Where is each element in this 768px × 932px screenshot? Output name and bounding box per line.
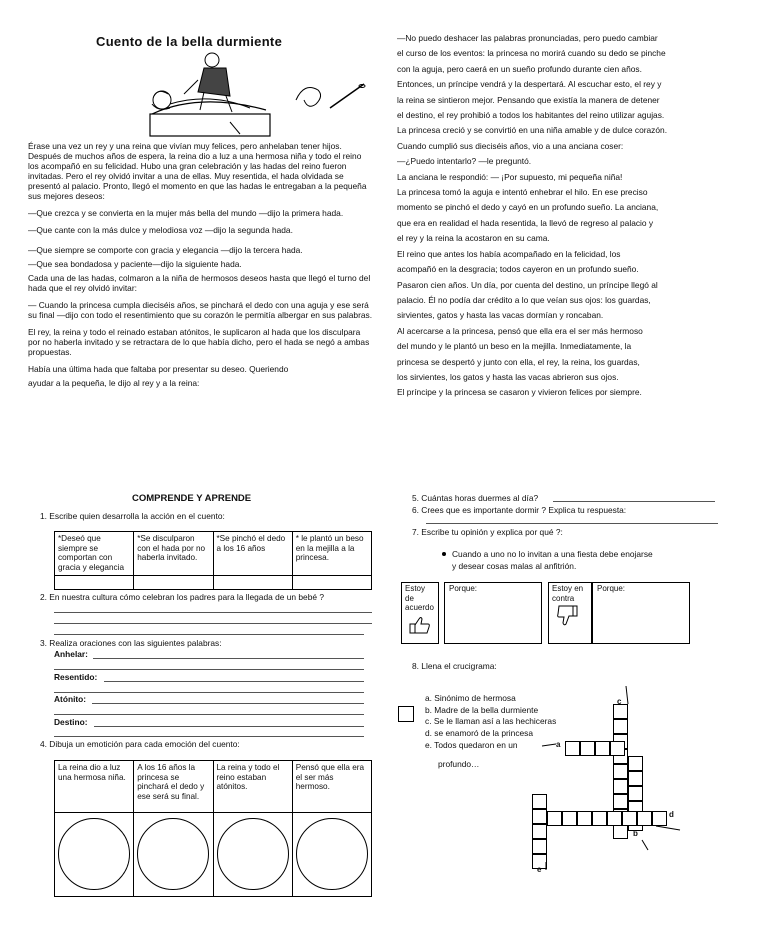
bullet-icon	[442, 552, 446, 556]
answer-line[interactable]	[92, 703, 364, 704]
draw-cell[interactable]	[213, 813, 292, 897]
word-destino: Destino:	[54, 717, 88, 727]
story-right-column	[397, 31, 697, 401]
draw-circle[interactable]	[296, 818, 368, 890]
answer-line[interactable]	[54, 623, 372, 624]
question-4: 4. Dibuja un emotición para cada emoción del cuento:	[40, 739, 240, 749]
answer-cell[interactable]	[292, 576, 371, 590]
draw-cell[interactable]	[292, 813, 371, 897]
emotion-cell: A los 16 años la princesa se pinchará el dedo y ese será su final.	[134, 761, 213, 813]
clue-e-cont: profundo…	[438, 759, 480, 769]
question-3: 3. Realiza oraciones con las siguientes palabras:	[40, 638, 222, 648]
answer-cell[interactable]	[55, 576, 134, 590]
story-line: palacio. Él no podía dar crédito a lo que veían sus ojos: los guardas,	[397, 294, 651, 305]
cw-label-b: b	[633, 829, 638, 838]
question-6: 6. Crees que es importante dormir ? Explica tu respuesta:	[412, 505, 627, 515]
opinion-statement-cont: y desear cosas malas al anfitrión.	[452, 561, 577, 571]
needle-thread-illustration	[290, 78, 370, 118]
clue-d: d. se enamoró de la princesa	[425, 728, 534, 738]
agree-reason-box[interactable]	[444, 582, 542, 644]
answer-line[interactable]	[54, 736, 364, 737]
action-cell: * le plantó un beso en la mejilla a la princesa.	[292, 532, 371, 576]
story-paragraph: —Que sea bondadosa y paciente—dijo la siguiente hada.	[28, 259, 242, 269]
story-line: la reina se sintieron mejor. Pensando que existía la manera de detener	[397, 94, 660, 105]
action-cell: *Deseó que siempre se comportan con gracia y elegancia	[55, 532, 134, 576]
story-paragraph: Había una última hada que faltaba por presentar su deseo. Queriendo	[28, 364, 289, 374]
story-paragraph: —Que siempre se comporte con gracia y elegancia —dijo la tercera hada.	[28, 245, 303, 255]
emotion-cell: La reina y todo el reino estaban atónitos.	[213, 761, 292, 813]
story-line: el destino, el rey prohibió a todos los habitantes del reino utilizar agujas.	[397, 110, 665, 121]
story-paragraph: ayudar a la pequeña, le dijo al rey y a la reina:	[28, 378, 200, 388]
cw-label-a: a	[556, 740, 561, 749]
story-line: El reino que antes los había acompañado en la felicidad, los	[397, 248, 621, 259]
opinion-statement: Cuando a uno no lo invitan a una fiesta debe enojarse	[452, 549, 653, 559]
disagree-box	[548, 582, 592, 644]
story-line: —¿Puedo intentarlo? —le preguntó.	[397, 156, 532, 167]
clue-b: b. Madre de la bella durmiente	[425, 705, 539, 715]
draw-circle[interactable]	[217, 818, 289, 890]
answer-line[interactable]	[54, 714, 364, 715]
story-line: El príncipe y la princesa se casaron y vivieron felices por siempre.	[397, 387, 642, 398]
draw-cell[interactable]	[134, 813, 213, 897]
cw-label-e: e	[537, 865, 542, 874]
agree-box	[401, 582, 439, 644]
word-atonito: Atónito:	[54, 694, 87, 704]
story-line: momento se pinchó el dedo y cayó en un profundo sueño. La anciana,	[397, 202, 659, 213]
draw-circle[interactable]	[137, 818, 209, 890]
worksheet-title: COMPRENDE Y APRENDE	[132, 493, 252, 504]
story-paragraph: —Que cante con la más dulce y melodiosa voz —dijo la segunda hada.	[28, 225, 293, 235]
story-line: La anciana le respondió: — ¡Por supuesto, mi pequeña niña!	[397, 171, 623, 182]
actions-table	[54, 531, 372, 590]
crossword-arrows	[530, 680, 700, 890]
porque-label: Porque:	[449, 584, 478, 593]
story-title: Cuento de la bella durmiente	[96, 34, 283, 49]
story-line: el rey y la reina la acostaron en su cama.	[397, 233, 550, 244]
clue-c: c. Se le llaman así a las hechiceras	[425, 716, 557, 726]
clue-e: e. Todos quedaron en un	[425, 740, 518, 750]
thumbs-up-icon	[407, 614, 433, 634]
emotion-cell: Pensó que ella era el ser más hermoso.	[292, 761, 371, 813]
story-line: que era en realidad el hada resentida, la llevó de regreso al palacio y	[397, 217, 654, 228]
question-2: 2. En nuestra cultura cómo celebran los padres para la llegada de un bebé ?	[40, 592, 325, 602]
story-line: con la aguja, pero caerá en un sueño profundo durante cien años.	[397, 63, 642, 74]
story-paragraph: —Que crezca y se convierta en la mujer más bella del mundo —dijo la primera hada.	[28, 208, 344, 218]
answer-line[interactable]	[54, 634, 364, 635]
story-paragraph: Érase una vez un rey y una reina que vivían muy felices, pero anhelaban tener hijos. Después de muchos años de espera, la reina dio a luz a una hermosa niña y todo el reino los acompañó en su felicidad. Hubo una gran celebración y las hadas del reino fueron invitadas. Pero el rey olvidó invitar a una de ellas. Muy resentida, el hada olvidada se presentó al palacio. Pronto, llegó el momento en que las hadas le entregaban a la pequeña sus mejores deseos:	[28, 141, 367, 201]
story-line: Cuando cumplió sus dieciséis años, vio a una anciana coser:	[397, 140, 624, 151]
agree-label: Estoy de acuerdo	[405, 584, 434, 612]
story-paragraph: — Cuando la princesa cumpla dieciséis años, se pinchará el dedo con una aguja y ese será su final —dijo con todo el resentimiento que su corazón le permitía albergar en sus palabras.	[28, 300, 373, 320]
action-cell: *Se pinchó el dedo a los 16 años	[213, 532, 292, 576]
answer-line[interactable]	[54, 612, 372, 613]
story-paragraph: El rey, la reina y todo el reinado estaban atónitos, le suplicaron al hada que los disculpara por no haberla invitado y se retractara de lo que había dicho, pero el hada se negó a ambas propuestas.	[28, 327, 370, 357]
draw-cell[interactable]	[55, 813, 134, 897]
word-anhelar: Anhelar:	[54, 649, 88, 659]
question-5: 5. Cuántas horas duermes al día?	[412, 493, 539, 503]
disagree-reason-box[interactable]	[592, 582, 690, 644]
question-1: 1. Escribe quien desarrolla la acción en el cuento:	[40, 511, 225, 521]
question-7: 7. Escribe tu opinión y explica por qué ?:	[412, 527, 563, 537]
story-line: los sirvientes, los gatos y hasta las vacas abrieron sus ojos.	[397, 371, 619, 382]
clue-a: a. Sinónimo de hermosa	[425, 693, 516, 703]
answer-line[interactable]	[426, 523, 718, 524]
porque-label: Porque:	[597, 584, 626, 593]
emotions-table	[54, 760, 372, 897]
word-resentido: Resentido:	[54, 672, 98, 682]
checkbox[interactable]	[398, 706, 414, 722]
sleeping-princess-illustration	[140, 52, 280, 142]
cw-label-c: c	[617, 697, 622, 706]
thumbs-down-icon	[555, 604, 581, 628]
story-line: acompañó en la desgracia; todos cayeron en un profundo sueño.	[397, 264, 639, 275]
answer-cell[interactable]	[134, 576, 213, 590]
answer-line[interactable]	[104, 681, 364, 682]
story-paragraph: Cada una de las hadas, colmaron a la niña de hermosos deseos hasta que llegó el turno del hada que el rey olvidó invitar:	[28, 273, 371, 293]
disagree-label: Estoy en contra	[552, 584, 584, 603]
answer-cell[interactable]	[213, 576, 292, 590]
cw-label-d: d	[669, 810, 674, 819]
story-line: sirvientes, gatos y hasta las vacas dormían y roncaban.	[397, 310, 604, 321]
story-line: —No puedo deshacer las palabras pronunciadas, pero puedo cambiar	[397, 33, 658, 43]
story-line: La princesa creció y se convirtió en una niña amable y de dulce corazón.	[397, 125, 668, 136]
story-line: el curso de los eventos: la princesa no morirá cuando su dedo se pinche	[397, 48, 666, 59]
story-line: Pasaron cien años. Un día, por cuenta del destino, un príncipe llegó al	[397, 279, 658, 290]
story-line: Entonces, un príncipe vendrá y la despertará. Al escuchar esto, el rey y	[397, 79, 662, 90]
answer-line[interactable]	[93, 658, 364, 659]
action-cell: *Se disculparon con el hada por no haberla invitado.	[134, 532, 213, 576]
answer-line[interactable]	[54, 669, 364, 670]
story-line: del mundo y le plantó un beso en la mejilla. Inmediatamente, la	[397, 341, 632, 352]
question-8: 8. Llena el crucigrama:	[412, 661, 497, 671]
story-line: princesa se despertó y junto con ella, el rey, la reina, los guardas,	[397, 356, 640, 367]
answer-line[interactable]	[94, 726, 364, 727]
answer-line[interactable]	[553, 501, 715, 502]
emotion-cell: La reina dio a luz una hermosa niña.	[55, 761, 134, 813]
story-left-column	[28, 141, 374, 395]
story-line: Al acercarse a la princesa, pensó que ella era el ser más hermoso	[397, 325, 643, 336]
answer-line[interactable]	[54, 692, 364, 693]
story-line: La princesa tomó la aguja e intentó enhebrar el hilo. En ese preciso	[397, 187, 648, 198]
draw-circle[interactable]	[58, 818, 130, 890]
